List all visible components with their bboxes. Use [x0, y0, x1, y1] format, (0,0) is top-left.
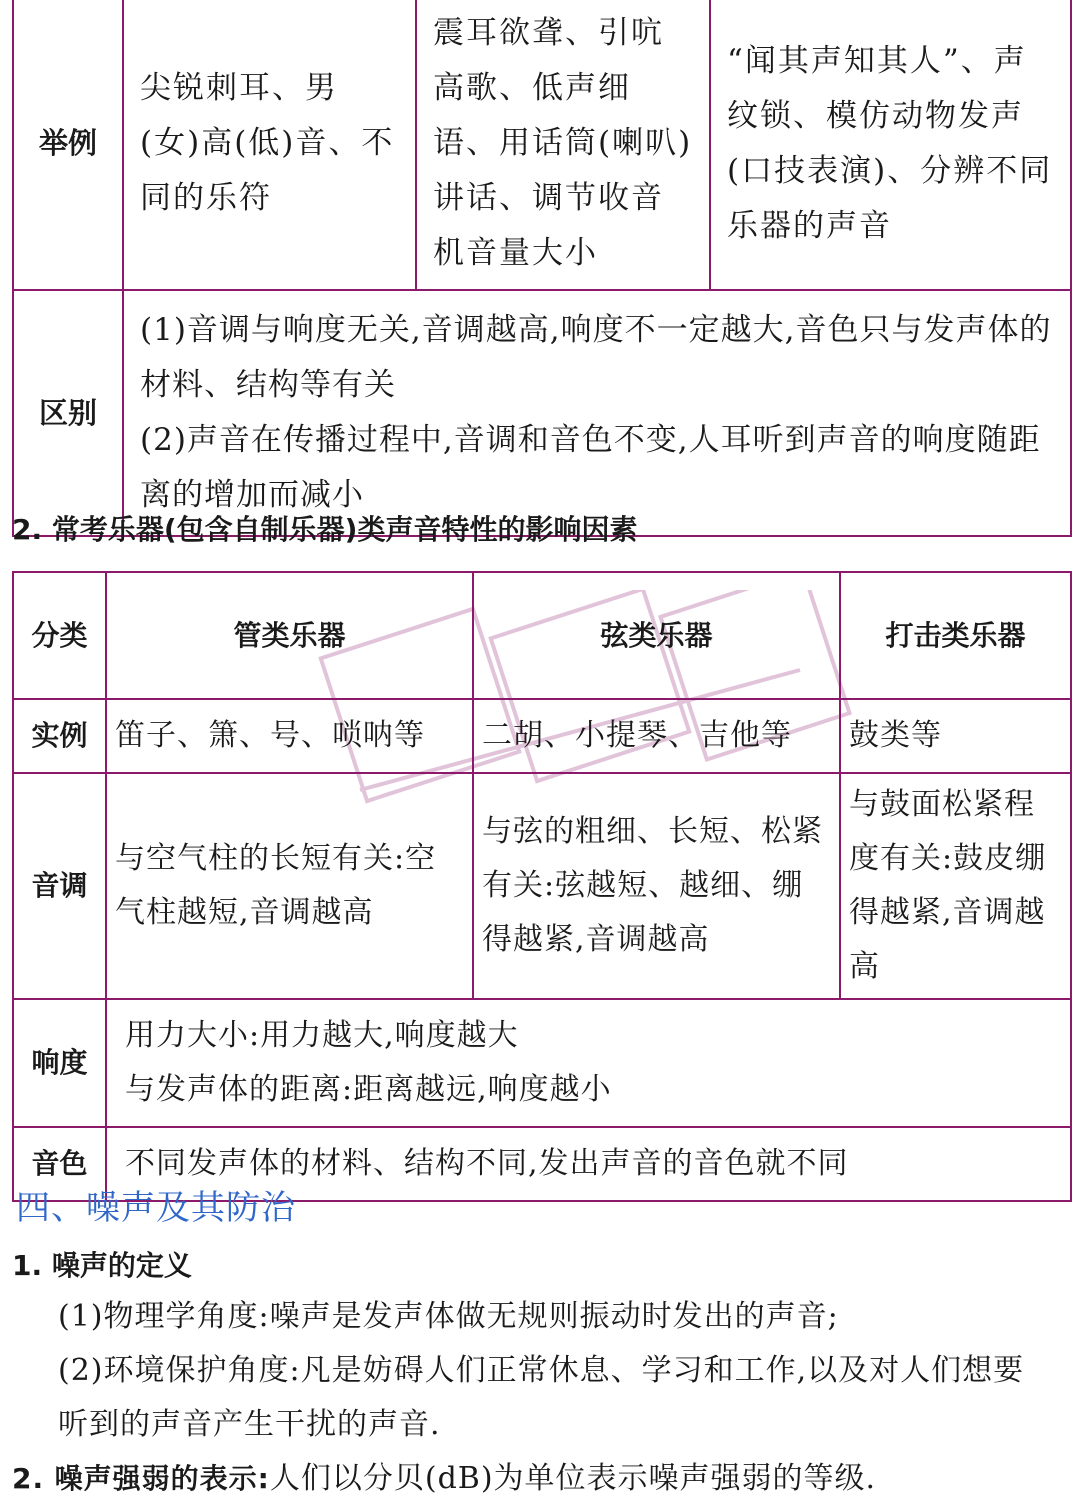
row-header-loudness: 响度: [13, 999, 106, 1127]
heading-text: 常考乐器(包含自制乐器)类声音特性的影响因素: [51, 513, 638, 546]
heading-number: 2.: [12, 513, 43, 546]
timbre-example-cell: “闻其声知其人”、声纹锁、模仿动物发声(口技表演)、分辨不同乐器的声音: [710, 0, 1071, 290]
percussion-pitch-cell: 与鼓面松紧程度有关:鼓皮绷得越紧,音调越高: [840, 773, 1071, 999]
header-category: 分类: [13, 572, 106, 699]
item1-number: 1.: [12, 1249, 43, 1282]
table-row-examples: [13, 699, 1071, 773]
table-row-difference: [13, 290, 1071, 536]
difference-line-2: (2)声音在传播过程中,音调和音色不变,人耳听到声音的响度随距离的增加而减小: [140, 422, 1041, 513]
definition-physics: (1)物理学角度:噪声是发声体做无规则振动时发出的声音;: [58, 1299, 839, 1334]
difference-line-1: (1)音调与响度无关,音调越高,响度不一定越大,音色只与发声体的材料、结构等有关: [140, 312, 1052, 403]
loudness-example-cell: 震耳欲聋、引吭高歌、低声细语、用话筒(喇叭)讲话、调节收音机音量大小: [416, 0, 710, 290]
timbre-cell: 不同发声体的材料、结构不同,发出声音的音色就不同: [106, 1127, 1071, 1201]
table-row-pitch: [13, 773, 1071, 999]
pitch-example-cell: 尖锐刺耳、男(女)高(低)音、不同的乐符: [123, 0, 416, 290]
sound-characteristics-table: [12, 0, 1072, 537]
definition-environment-line-2: 听到的声音产生干扰的声音.: [58, 1407, 441, 1442]
section-title-noise: 四、噪声及其防治: [16, 1188, 296, 1228]
table-row-example: [13, 0, 1071, 290]
item2-text: 人们以分贝(dB)为单位表示噪声强弱的等级.: [269, 1461, 877, 1496]
string-pitch-cell: 与弦的粗细、长短、松紧有关:弦越短、越细、绷得越紧,音调越高: [473, 773, 840, 999]
wind-examples-cell: 笛子、箫、号、唢呐等: [106, 699, 473, 773]
row-header-pitch: 音调: [13, 773, 106, 999]
row-header-examples: 实例: [13, 699, 106, 773]
item1-title: 噪声的定义: [51, 1249, 192, 1282]
header-percussion-instruments: 打击类乐器: [840, 572, 1071, 699]
loudness-cell: [106, 999, 1071, 1127]
row-header-difference: 区别: [13, 290, 123, 536]
definition-environment-line-1: (2)环境保护角度:凡是妨碍人们正常休息、学习和工作,以及对人们想要: [58, 1353, 1025, 1388]
header-string-instruments: 弦类乐器: [473, 572, 840, 699]
loudness-line-2: 与发声体的距离:距离越远,响度越小: [125, 1072, 612, 1107]
percussion-examples-cell: 鼓类等: [840, 699, 1071, 773]
row-header-example: 举例: [13, 0, 123, 290]
difference-cell: [123, 290, 1071, 536]
noise-level-paragraph: [12, 1452, 876, 1506]
header-wind-instruments: 管类乐器: [106, 572, 473, 699]
item2-number: 2.: [12, 1462, 45, 1495]
wind-pitch-cell: 与空气柱的长短有关:空气柱越短,音调越高: [106, 773, 473, 999]
loudness-line-1: 用力大小:用力越大,响度越大: [125, 1018, 519, 1053]
instrument-factors-table: [12, 571, 1072, 1202]
string-examples-cell: 二胡、小提琴、吉他等: [473, 699, 840, 773]
row-header-timbre: 音色: [13, 1127, 106, 1201]
table-row-loudness: [13, 999, 1071, 1127]
heading-noise-definition: [12, 1244, 192, 1284]
heading-instrument-factors: [12, 508, 637, 548]
item2-title: 噪声强弱的表示:: [54, 1462, 270, 1495]
table-header-row: [13, 572, 1071, 699]
